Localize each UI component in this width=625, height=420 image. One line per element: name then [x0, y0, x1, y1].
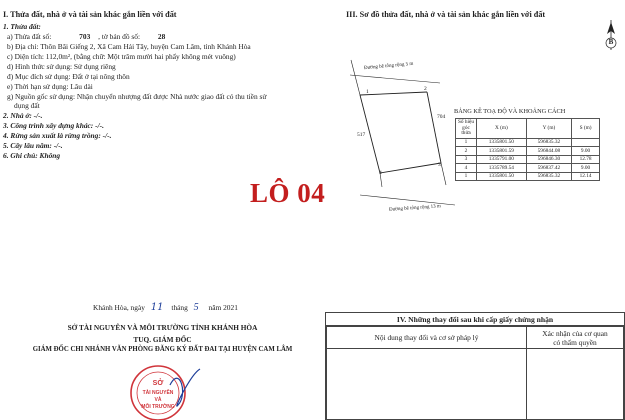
- month-handwritten: 5: [193, 302, 199, 313]
- construction-line: 3. Công trình xây dựng khác: -/-.: [3, 121, 104, 130]
- section-4-title: IV. Những thay đổi sau khi cấp giấy chứng nhận: [326, 313, 624, 326]
- director-title: GIÁM ĐỐC CHI NHÁNH VĂN PHÒNG ĐĂNG KÝ ĐẤT ĐAI TẠI HUYỆN CAM LÂM: [32, 346, 293, 353]
- area-line: c) Diện tích: 112,0m², (bằng chữ: Một trăm mười hai phẩy không mét vuông): [7, 52, 236, 61]
- changes-content-cell: [327, 349, 527, 420]
- changes-panel: [325, 312, 625, 420]
- place-date-line: [93, 303, 238, 313]
- cell-s: 9.00: [572, 164, 600, 173]
- road-bottom-label: Đường bê tông rộng 13 m: [388, 204, 442, 213]
- usage-purpose-line: đ) Mục đích sử dụng: Đất ở tại nông thôn: [7, 72, 130, 81]
- note-line: 6. Ghi chú: Không: [3, 151, 61, 160]
- cell-s: [572, 138, 600, 147]
- svg-text:VÀ: VÀ: [154, 397, 162, 403]
- cell-corner: 1: [456, 138, 477, 147]
- svg-text:SỞ: SỞ: [152, 380, 164, 387]
- col-confirm-line-2: có thẩm quyền: [553, 337, 597, 347]
- north-label: B: [608, 38, 614, 46]
- col-confirm-line-1: Xác nhận của cơ quan: [542, 328, 608, 338]
- header-corner: Số hiệu góc thửa: [456, 119, 477, 139]
- signature-scribble: [170, 369, 200, 406]
- corner-4-label: 4: [379, 170, 382, 176]
- cell-x: 1335789.54: [477, 164, 527, 173]
- usage-form-line: d) Hình thức sử dụng: Sử dụng riêng: [7, 62, 116, 71]
- cell-y: 596837.42: [526, 164, 571, 173]
- cell-y: 596846.30: [526, 155, 571, 164]
- cell-corner: 1: [456, 172, 477, 181]
- col-content-header: Nội dung thay đổi và cơ sở pháp lý: [327, 327, 527, 349]
- year: năm 2021: [208, 303, 238, 312]
- header-x: X (m): [477, 119, 527, 139]
- cell-corner: 4: [456, 164, 477, 173]
- header-s: S (m): [572, 119, 600, 139]
- origin-line: g) Nguồn gốc sử dụng: Nhận chuyển nhượng đất được Nhà nước giao đất có thu tiền sử: [7, 92, 267, 101]
- cell-s: 12.78: [572, 155, 600, 164]
- neighbor-parcel-right: 704: [437, 114, 446, 120]
- usage-term-line: e) Thời hạn sử dụng: Lâu dài: [7, 82, 93, 91]
- cell-x: 1335791.00: [477, 155, 527, 164]
- cell-corner: 3: [456, 155, 477, 164]
- corner-3-label: 3: [438, 162, 441, 168]
- house-line: 2. Nhà ở: -/-.: [3, 111, 43, 120]
- place-date-prefix: Khánh Hòa, ngày: [93, 303, 145, 312]
- parcel-edge-right: [427, 92, 441, 163]
- changes-header-row: [327, 327, 624, 349]
- cell-s: 9.00: [572, 147, 600, 156]
- col-confirm-header: [527, 327, 624, 349]
- corner-2-label: 2: [424, 86, 427, 92]
- day-handwritten: 11: [150, 302, 164, 313]
- tuq-title: TUQ. GIÁM ĐỐC: [133, 335, 192, 344]
- svg-text:MÔI TRƯỜNG: MÔI TRƯỜNG: [141, 404, 175, 410]
- parcel-number-line: [7, 32, 165, 42]
- cell-corner: 2: [456, 147, 477, 156]
- cell-s: 12.14: [572, 172, 600, 181]
- parcel-label: a) Thửa đất số:: [7, 32, 52, 41]
- parcel-edge-top: [360, 92, 427, 95]
- svg-text:TÀI NGUYÊN: TÀI NGUYÊN: [142, 390, 174, 396]
- cell-y: 596835.32: [526, 172, 571, 181]
- parcel-sketch: [340, 55, 460, 225]
- parcel-edge-bottom: [380, 163, 441, 173]
- official-seal: [120, 355, 210, 420]
- cell-x: 1335801.50: [477, 172, 527, 181]
- map-number: 28: [157, 32, 166, 41]
- coord-table-header: [456, 119, 600, 139]
- month-label: tháng: [171, 303, 188, 312]
- origin-line-2: dụng đất: [14, 101, 40, 110]
- changes-confirm-cell: [527, 349, 624, 420]
- subsection-parcel: 1. Thửa đất:: [3, 22, 41, 31]
- table-row: [456, 164, 600, 173]
- neighbor-parcel-left: 517: [357, 132, 366, 138]
- road-top-label: Đường bê tông rộng 5 m: [363, 61, 414, 72]
- cell-y: 596844.08: [526, 147, 571, 156]
- header-y: Y (m): [526, 119, 571, 139]
- agency-name: SỞ TÀI NGUYÊN VÀ MÔI TRƯỜNG TỈNH KHÁNH HÒA: [67, 323, 258, 332]
- table-row: [456, 147, 600, 156]
- map-label: , tờ bản đồ số:: [98, 32, 141, 41]
- coord-table: [455, 118, 600, 181]
- cell-x: 1335801.59: [477, 147, 527, 156]
- changes-table: [326, 326, 624, 420]
- section-1-title: I. Thửa đất, nhà ở và tài sản khác gắn liền với đất: [3, 10, 177, 19]
- section-3-title: III. Sơ đồ thửa đất, nhà ở và tài sản khác gắn liền với đất: [346, 10, 546, 19]
- table-row: [456, 155, 600, 164]
- perennial-line: 5. Cây lâu năm: -/-.: [3, 141, 63, 150]
- address-line: b) Địa chỉ: Thôn Bãi Giếng 2, Xã Cam Hải Tây, huyện Cam Lâm, tỉnh Khánh Hòa: [7, 42, 251, 51]
- parcel-number: 703: [79, 32, 91, 41]
- cell-x: 1335801.50: [477, 138, 527, 147]
- corner-1-label: 1: [366, 89, 369, 95]
- table-row: [456, 138, 600, 147]
- coord-table-title: BẢNG KÊ TOẠ ĐỘ VÀ KHOẢNG CÁCH: [454, 108, 566, 115]
- forest-line: 4. Rừng sản xuất là rừng trồng: -/-.: [3, 131, 112, 140]
- changes-empty-row: [327, 349, 624, 420]
- cell-y: 596835.32: [526, 138, 571, 147]
- table-row: [456, 172, 600, 181]
- lot-number-label: LÔ 04: [250, 178, 326, 208]
